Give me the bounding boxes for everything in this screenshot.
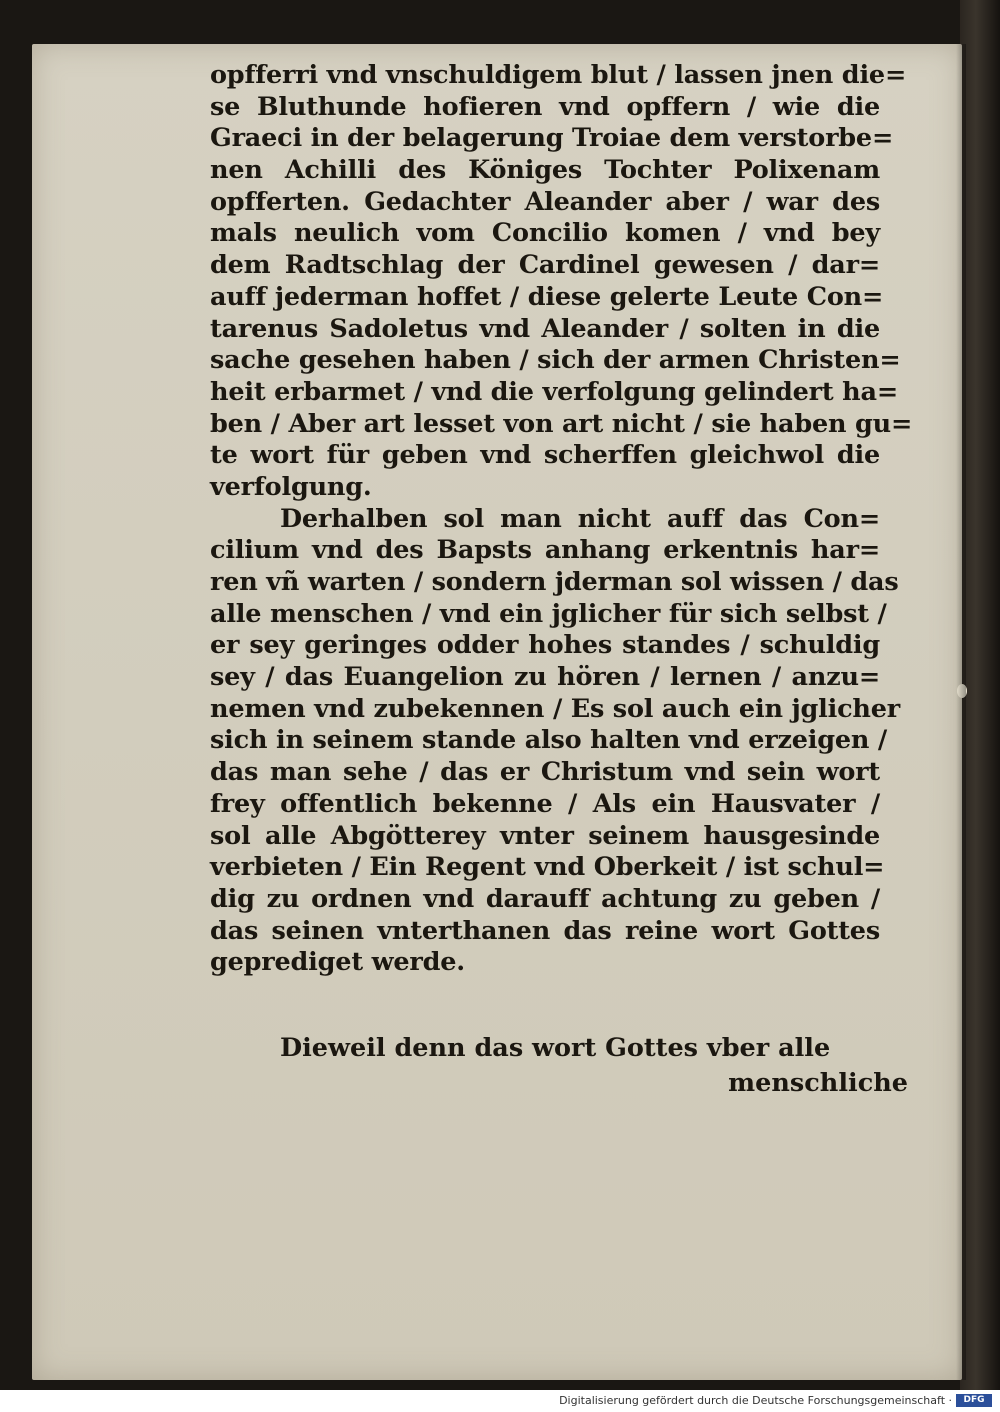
body-text xyxy=(210,60,913,979)
text-line: tarenus Sadoletus vnd Aleander / solten in die xyxy=(210,313,880,344)
text-line: dem Radtschlag der Cardinel gewesen / dar= xyxy=(210,250,880,281)
text-line: opfferri vnd vnschuldigem blut / lassen jnen die= xyxy=(210,60,907,90)
text-line: nemen vnd zubekennen / Es sol auch ein jglicher xyxy=(210,693,901,724)
text-line: dig zu ordnen vnd darauff achtung zu geben / xyxy=(210,883,880,914)
text-line: Graeci in der belagerung Troiae dem verstorbe= xyxy=(210,123,894,154)
dfg-logo-icon: DFG xyxy=(956,1394,992,1407)
paper-speck xyxy=(957,684,967,698)
text-line: geprediget werde. xyxy=(210,947,465,978)
text-line: nen Achilli des Königes Tochter Polixenam xyxy=(210,155,880,186)
text-line: sich in seinem stande also halten vnd erzeigen / xyxy=(210,725,888,756)
text-line: opfferten. Gedachter Aleander aber / war des xyxy=(210,186,880,217)
text-line: das seinen vnterthanen das reine wort Gottes xyxy=(210,915,880,946)
funding-credit: Digitalisierung gefördert durch die Deutsche Forschungsgemeinschaft · xyxy=(559,1394,952,1407)
text-line: heit erbarmet / vnd die verfolgung gelindert ha= xyxy=(210,376,898,407)
text-line: se Bluthunde hofieren vnd opffern / wie die xyxy=(210,91,880,122)
text-line: sey / das Euangelion zu hören / lernen / anzu= xyxy=(210,662,880,693)
text-line: alle menschen / vnd ein jglicher für sich selbst / xyxy=(210,598,887,629)
paragraph-start-line: Derhalben sol man nicht auff das Con= xyxy=(280,503,880,534)
text-line: verfolgung. xyxy=(210,471,372,502)
text-line: sol alle Abgötterey vnter seinem hausgesinde xyxy=(210,820,880,851)
text-line: mals neulich vom Concilio komen / vnd bey xyxy=(210,218,880,249)
text-line: frey offentlich bekenne / Als ein Hausvater / xyxy=(210,788,880,819)
text-line: verbieten / Ein Regent vnd Oberkeit / ist schul= xyxy=(210,852,885,883)
text-line: auff jederman hoffet / diese gelerte Leute Con= xyxy=(210,281,884,312)
digitization-footer xyxy=(0,1390,1000,1412)
closing-line: Dieweil denn das wort Gottes vber alle xyxy=(280,1033,831,1063)
catchword: menschliche xyxy=(728,1068,908,1098)
text-line: ben / Aber art lesset von art nicht / sie haben gu= xyxy=(210,408,913,439)
text-line: te wort für geben vnd scherffen gleichwol die xyxy=(210,440,880,471)
text-line: sache gesehen haben / sich der armen Christen= xyxy=(210,345,901,376)
text-line: das man sehe / das er Christum vnd sein wort xyxy=(210,757,880,788)
text-line: cilium vnd des Bapsts anhang erkentnis har= xyxy=(210,535,880,566)
text-line: er sey geringes odder hohes standes / schuldig xyxy=(210,630,880,661)
text-line: ren vñ warten / sondern jderman sol wissen / das xyxy=(210,567,899,597)
